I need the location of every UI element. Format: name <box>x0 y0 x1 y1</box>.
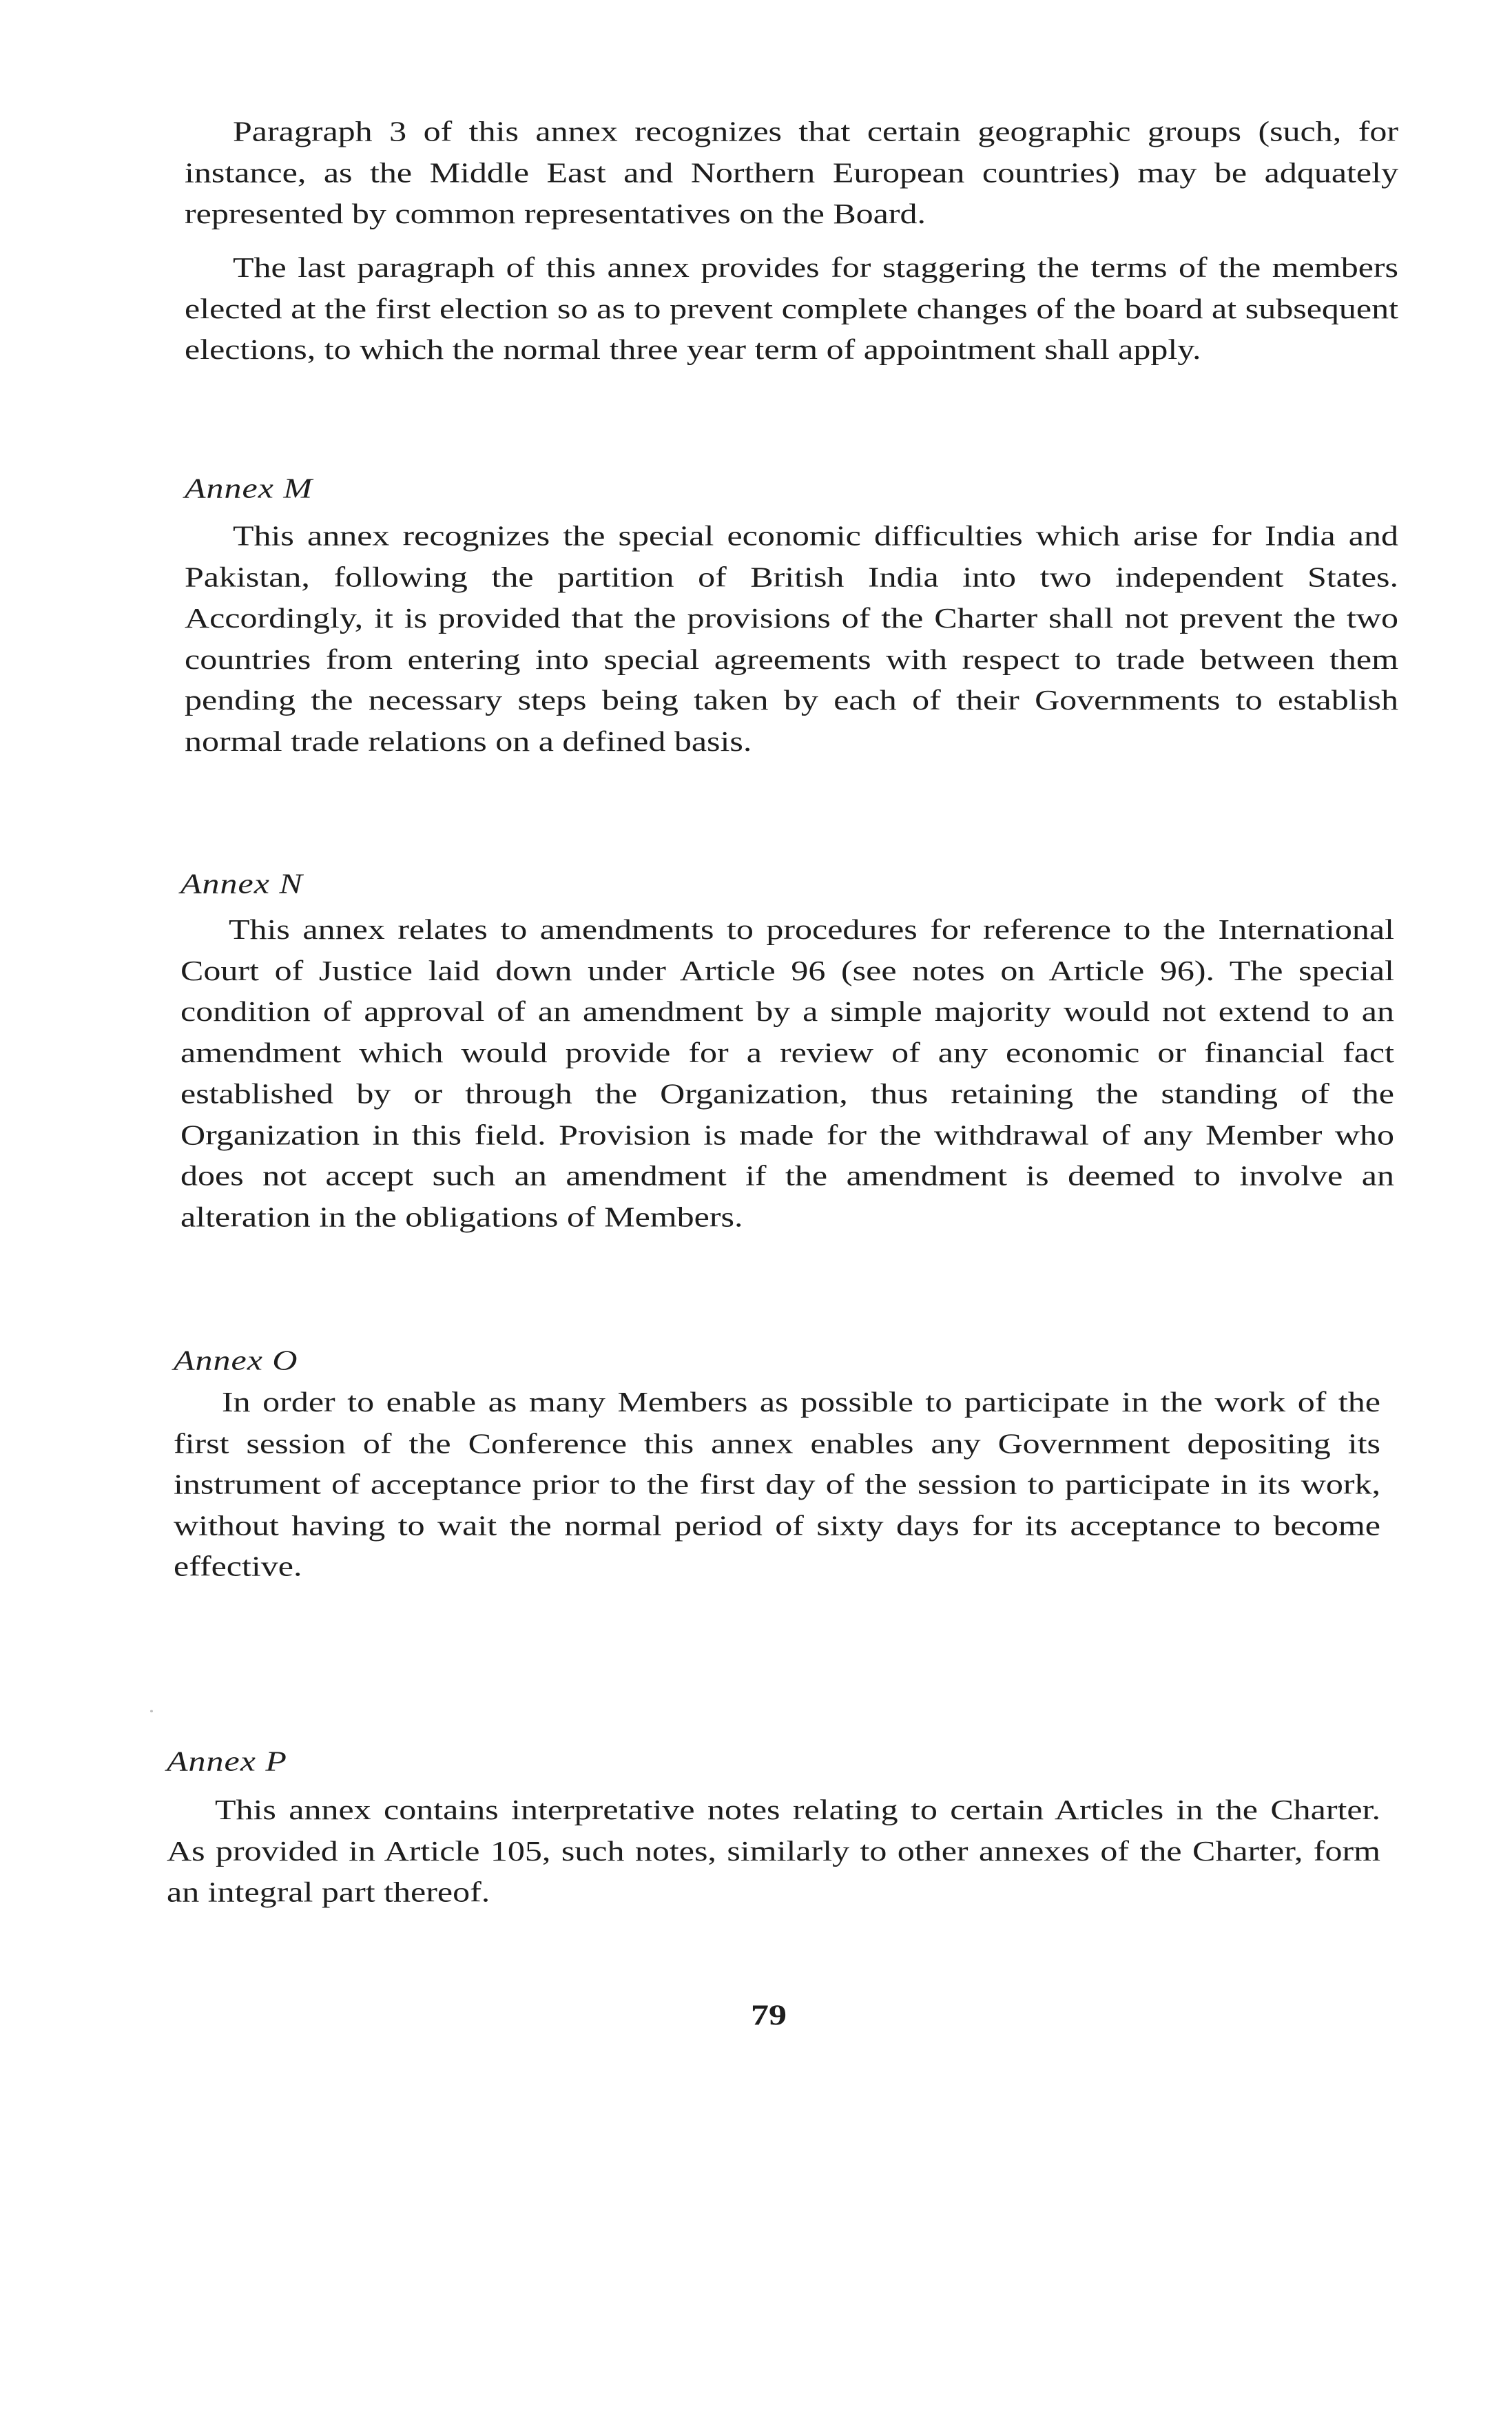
section-heading: Annex M <box>185 472 313 504</box>
paragraph-staggering-terms <box>185 247 1398 370</box>
paragraph-text: This annex recognizes the special economic difficulties which arise for India and Pakistan, following the partition of British India into two independent States. Accordingly, it is provided that the provisions of the Charter shall not prevent the two countries from entering into special agreements with respect to trade between them pending the necessary steps being taken by each of their Governments to establish normal trade relations on a defined basis. <box>185 519 1398 757</box>
annex-n-body <box>180 909 1394 1237</box>
annex-o-heading <box>174 1343 1387 1377</box>
section-heading: Annex P <box>167 1745 287 1777</box>
annex-p-heading <box>167 1744 1380 1778</box>
annex-m-body <box>185 515 1398 762</box>
section-heading: Annex O <box>174 1344 298 1376</box>
annex-p-body <box>167 1790 1380 1913</box>
section-heading: Annex N <box>180 867 303 900</box>
paragraph-text: The last paragraph of this annex provides for staggering the terms of the members elected at the first election so as to prevent complete changes of the board at subsequent elections, to which the normal three year term of appointment shall apply. <box>185 251 1398 366</box>
scan-speck <box>150 1710 153 1712</box>
page-number: 79 <box>751 1999 787 2032</box>
annex-m-heading <box>185 471 1398 505</box>
paragraph-text: This annex contains interpretative notes relating to certain Articles in the Charter. As provided in Article 105, such notes, similarly to other annexes of the Charter, form an integral part thereof. <box>167 1794 1380 1908</box>
paragraph-text: In order to enable as many Members as possible to participate in the work of the first session of the Conference this annex enables any Government depositing its instrument of acceptance prior to the first day of the session to participate in its work, without having to wait the normal period of sixty days for its acceptance to become effective. <box>174 1386 1380 1582</box>
annex-n-heading <box>180 867 1394 900</box>
paragraph-text: Paragraph 3 of this annex recognizes that certain geographic groups (such, for instance, as the Middle East and Northern European countries) may be adquately represented by common representatives on the Board. <box>185 115 1398 229</box>
paragraph-text: This annex relates to amendments to procedures for reference to the International Court of Justice laid down under Article 96 (see notes on Article 96). The special condition of approval of an amendment by a simple majority would not extend to an amendment which would provide for a review of any economic or financial fact established by or through the Organization, thus retaining the standing of the Organization in this field. Provision is made for the withdrawal of any Member who does not accept such an amendment if the amendment is deemed to involve an alteration in the obligations of Members. <box>180 913 1394 1233</box>
paragraph-geographic-groups <box>185 111 1398 234</box>
annex-o-body <box>174 1382 1380 1587</box>
